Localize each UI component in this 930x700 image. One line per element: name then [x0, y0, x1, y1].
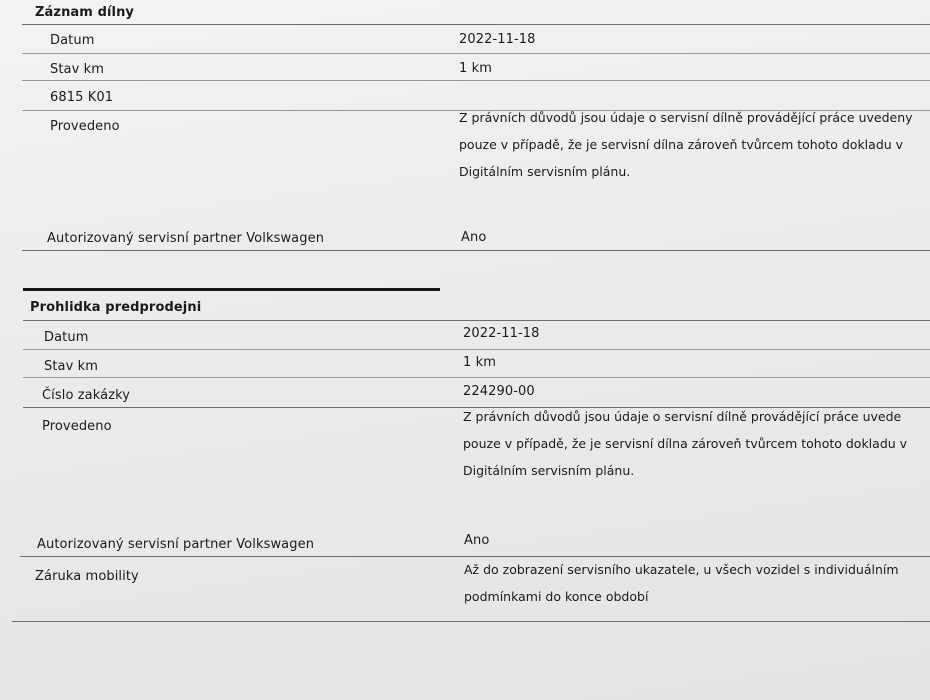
- section2-partner-value: Ano: [464, 533, 490, 548]
- section2-done-line: Digitálním servisním plánu.: [463, 463, 635, 478]
- section2-title: Prohlidka predprodejni: [30, 300, 202, 315]
- section2-partner-label: Autorizovaný servisní partner Volkswagen: [37, 537, 315, 552]
- section2-mobility-line: podmínkami do konce období: [464, 589, 649, 604]
- section2-done-line: Z právních důvodů jsou údaje o servisní dílně provádějící práce uvede: [463, 409, 902, 424]
- section1-km-value: 1 km: [459, 61, 492, 76]
- section2-km-label: Stav km: [44, 359, 99, 374]
- section1-done-line: Digitálním servisním plánu.: [459, 164, 631, 179]
- section1-done-line: Z právních důvodů jsou údaje o servisní dílně provádějící práce uvedeny: [459, 110, 913, 125]
- section2-order-label: Číslo zakázky: [42, 388, 131, 403]
- section1-title: Záznam dílny: [35, 5, 135, 20]
- section2-row-rule: [23, 377, 930, 378]
- section2-row-rule: [23, 349, 930, 350]
- section2-done-value: [463, 403, 930, 484]
- section1-row-rule: [22, 53, 930, 54]
- section2-top-bar: [23, 288, 440, 291]
- section2-header-rule: [23, 320, 930, 321]
- section2-km-value: 1 km: [463, 355, 496, 370]
- section2-mobility-line: Až do zobrazení servisního ukazatele, u všech vozidel s individuálním: [464, 562, 899, 577]
- section2-mobility-label: Záruka mobility: [35, 569, 139, 584]
- section2-done-label: Provedeno: [42, 419, 112, 434]
- section2-date-label: Datum: [44, 330, 89, 345]
- section1-date-label: Datum: [50, 33, 95, 48]
- section1-date-value: 2022-11-18: [459, 32, 536, 47]
- section2-date-value: 2022-11-18: [463, 326, 540, 341]
- section1-partner-label: Autorizovaný servisní partner Volkswagen: [47, 231, 325, 246]
- section1-partner-value: Ano: [461, 230, 487, 245]
- section1-row-rule: [22, 80, 930, 81]
- section1-code-label: 6815 K01: [50, 90, 114, 105]
- section1-done-line: pouze v případě, že je servisní dílna zároveň tvůrcem tohoto dokladu v: [459, 137, 904, 152]
- section2-order-value: 224290-00: [463, 384, 535, 399]
- section2-mobility-value: [464, 556, 930, 610]
- section2-done-line: pouze v případě, že je servisní dílna zároveň tvůrcem tohoto dokladu v: [463, 436, 908, 451]
- section2-bottom-rule: [12, 621, 930, 622]
- section1-done-value: [459, 104, 930, 185]
- section1-bottom-rule: [22, 250, 930, 251]
- section1-header-rule: [22, 24, 930, 25]
- section1-km-label: Stav km: [50, 62, 105, 77]
- section1-done-label: Provedeno: [50, 119, 120, 134]
